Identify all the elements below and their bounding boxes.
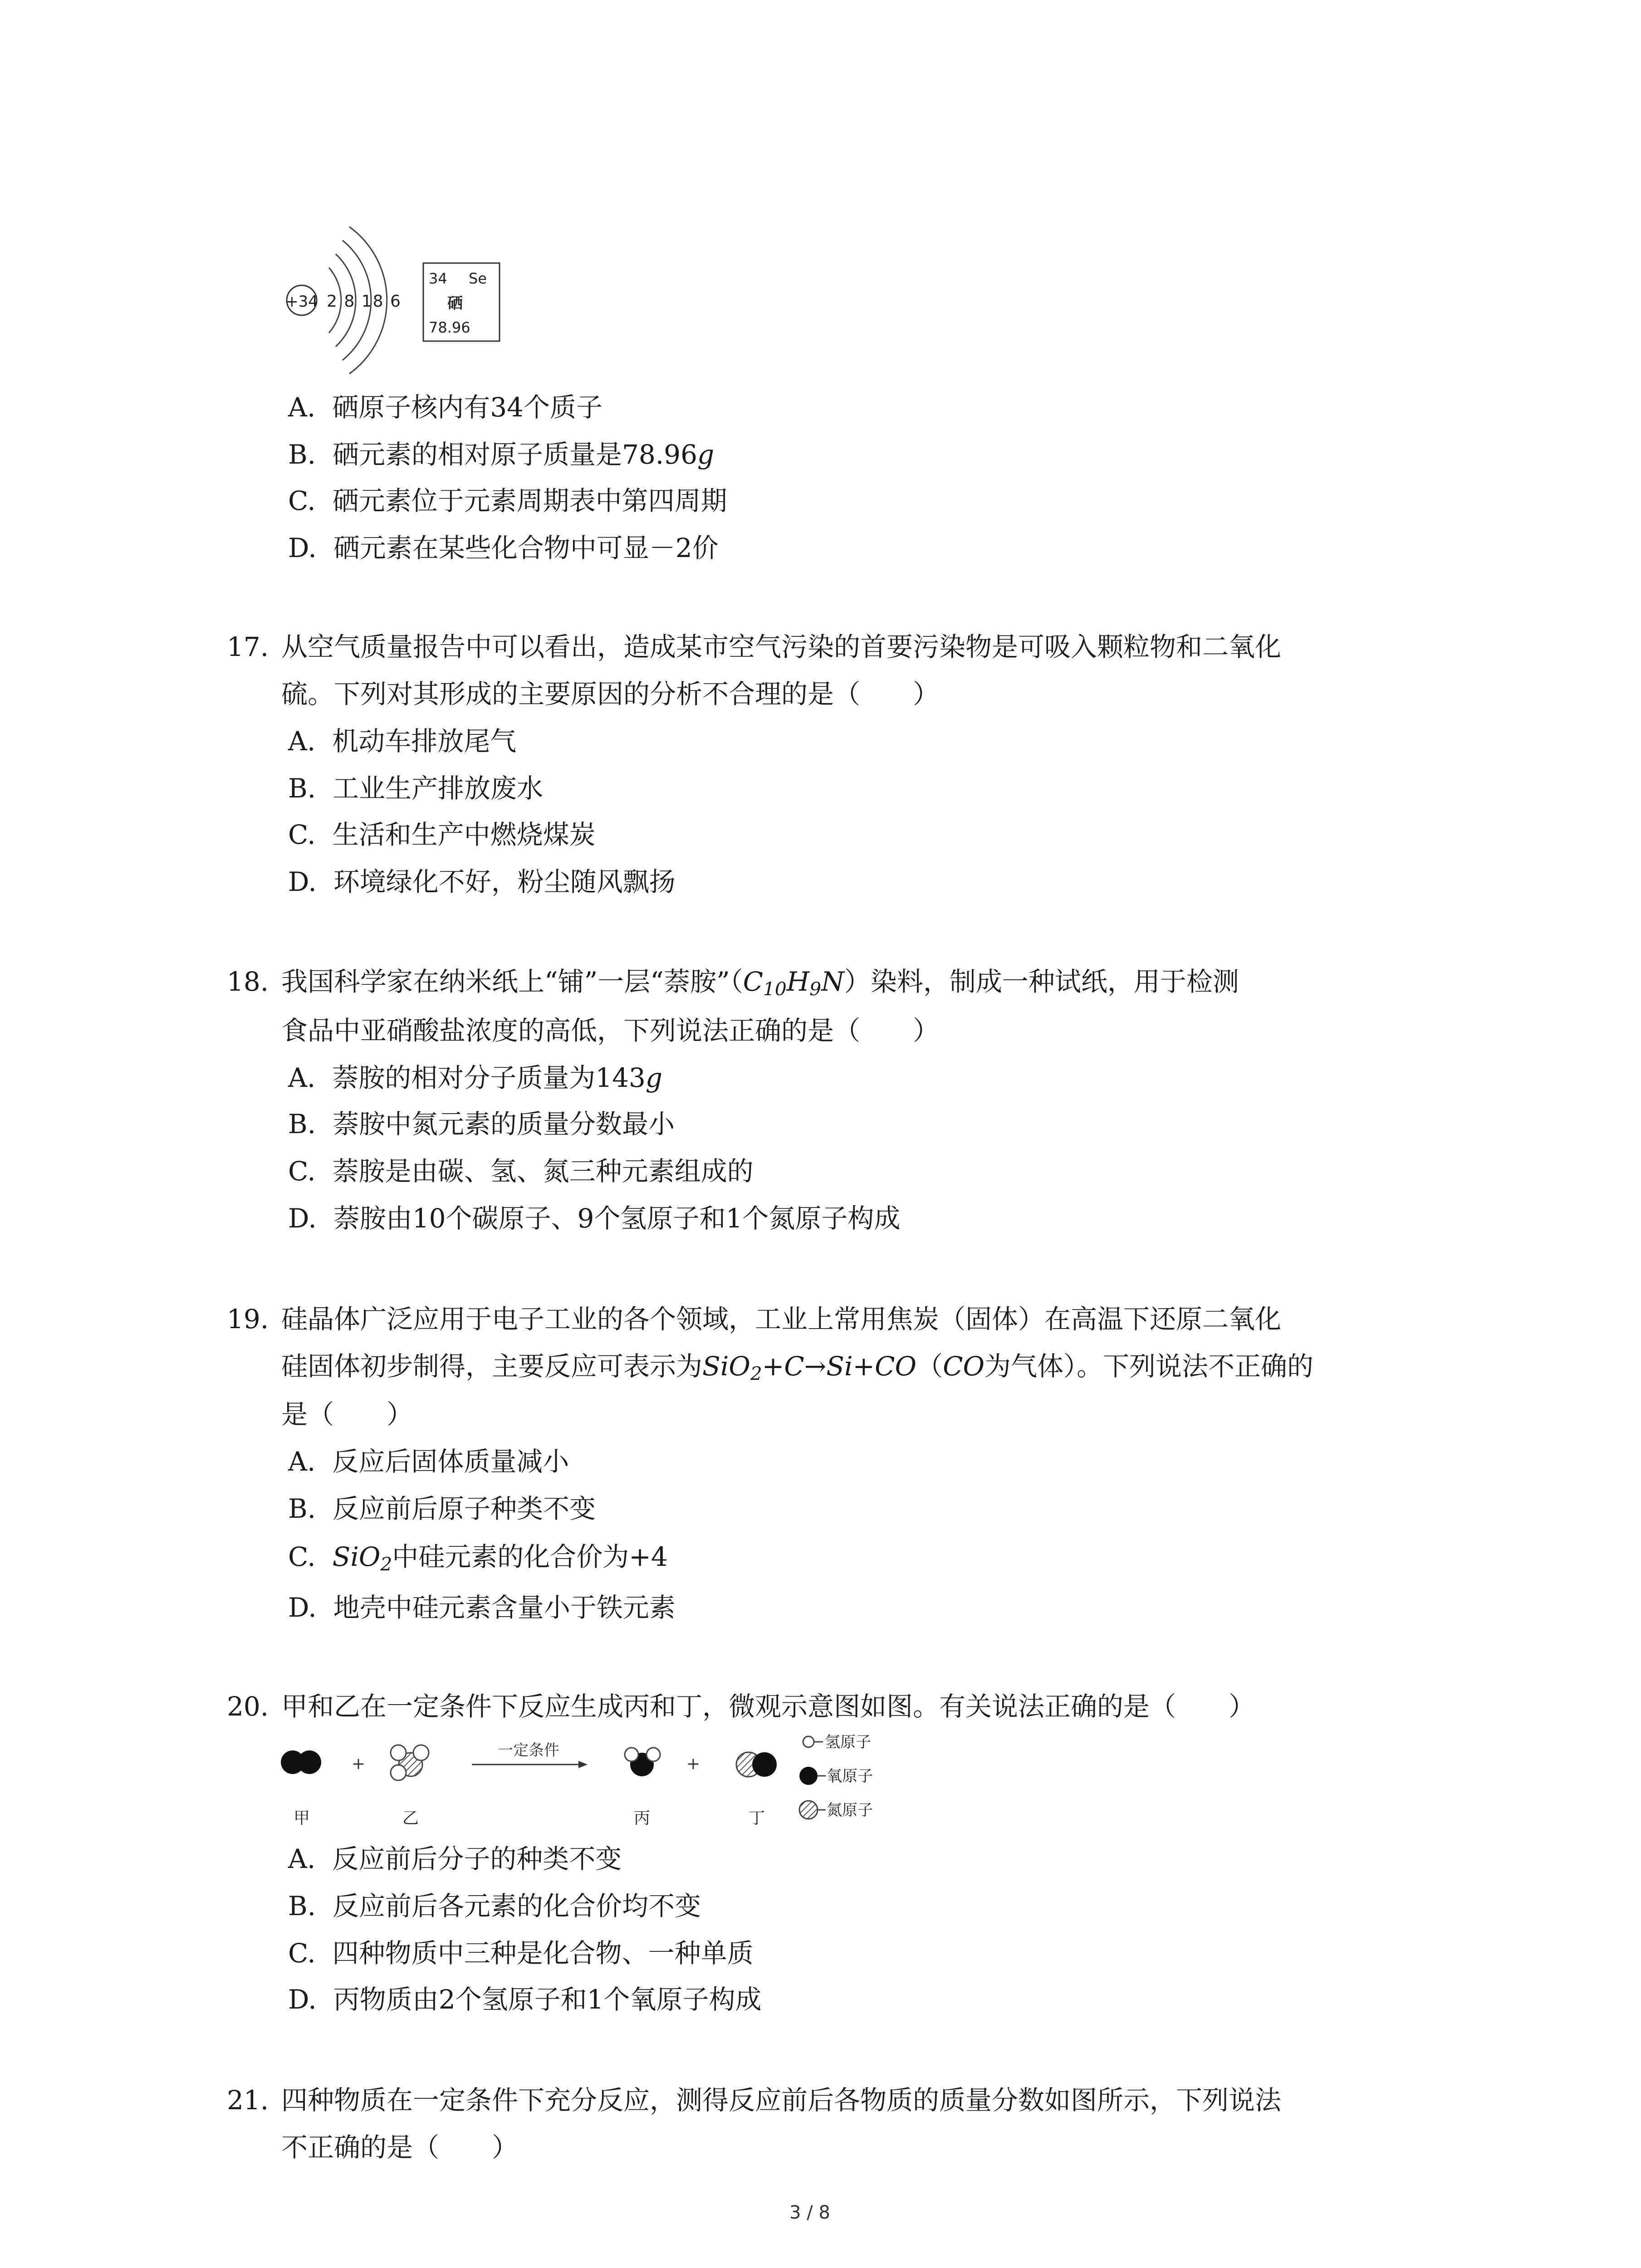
reaction-condition: 一定条件: [498, 1741, 559, 1760]
label-yi: 乙: [402, 1809, 419, 1828]
selenium-atom-structure-diagram: [279, 218, 515, 390]
q19-stem-line1: 硅晶体广泛应用于电子工业的各个领域，工业上常用焦炭（固体）在高温下还原二氧化: [281, 1304, 1282, 1334]
q17-option-a: A. 机动车排放尾气: [288, 726, 517, 757]
molecule-jia: [281, 1750, 321, 1774]
q19-option-c: C. SiO$_2$中硅元素的化合价为+4: [288, 1541, 668, 1575]
reaction-equation: SiO$_2$+C→Si+CO: [702, 1351, 917, 1385]
reaction-micro-diagram: [277, 1733, 912, 1842]
plus-sign-2: +: [686, 1755, 700, 1773]
plus-sign-1: +: [351, 1755, 366, 1773]
q21-stem-line2: 不正确的是（ ）: [281, 2132, 519, 2163]
q20-number: 20.: [227, 1691, 269, 1722]
element-tile: [423, 263, 500, 341]
q20-option-c: C. 四种物质中三种是化合物、一种单质: [288, 1938, 754, 1969]
legend-nitrogen: 氮原子: [827, 1801, 873, 1819]
q19-option-a: A. 反应后固体质量减小: [288, 1446, 569, 1477]
q18-stem-line2: 食品中亚硝酸盐浓度的高低，下列说法正确的是（ ）: [281, 1015, 940, 1046]
q17-number: 17.: [227, 631, 269, 662]
q18-option-d: D. 萘胺由10个碳原子、9个氢原子和1个氮原子构成: [288, 1203, 901, 1234]
molecule-bing: [625, 1748, 660, 1776]
q20-stem: 甲和乙在一定条件下反应生成丙和丁，微观示意图如图。有关说法正确的是（ ）: [281, 1691, 1255, 1722]
q17-stem-line1: 从空气质量报告中可以看出，造成某市空气污染的首要污染物是可吸入颗粒物和二氧化: [281, 631, 1282, 662]
page-number: 3 / 8: [789, 2202, 830, 2223]
q17-option-d: D. 环境绿化不好，粉尘随风飘扬: [288, 866, 676, 897]
q20-option-b: B. 反应前后各元素的化合价均不变: [288, 1891, 701, 1921]
label-ding: 丁: [748, 1809, 765, 1828]
tile-symbol: Se: [469, 270, 487, 287]
legend-hydrogen: 氢原子: [825, 1733, 871, 1751]
q21-number: 21.: [227, 2085, 269, 2116]
molecule-yi: [391, 1745, 429, 1780]
q20-option-d: D. 丙物质由2个氢原子和1个氧原子构成: [288, 1984, 762, 2015]
molecule-ding: [736, 1752, 777, 1777]
q16-option-c: C. 硒元素位于元素周期表中第四周期: [288, 485, 727, 516]
legend-oxygen: 氧原子: [827, 1767, 873, 1785]
q16-option-a: A. 硒原子核内有34个质子: [288, 392, 603, 423]
q18-option-b: B. 萘胺中氮元素的质量分数最小: [288, 1109, 675, 1139]
q18-option-a: A. 萘胺的相对分子质量为143g: [288, 1062, 663, 1093]
reaction-arrow: [472, 1741, 588, 1768]
q19-stem-line2: 硅固体初步制得，主要反应可表示为SiO$_2$+C→Si+CO（CO为气体）。下列说法不正确的: [281, 1351, 1314, 1385]
naphthylamine-formula: $C_{10}H_9N$: [743, 966, 844, 1000]
tile-name: 硒: [447, 294, 463, 313]
q16-option-b: B. 硒元素的相对原子质量是78.96g: [288, 439, 715, 470]
q18-stem-line1: 我国科学家在纳米纸上“铺”一层“萘胺$”(C_{10}H_9N)$染料，制成一种试纸，用于检测: [281, 966, 1239, 1000]
q19-number: 19.: [227, 1304, 269, 1334]
q18-number: 18.: [227, 966, 269, 997]
q19-option-b: B. 反应前后原子种类不变: [288, 1493, 596, 1524]
q17-option-c: C. 生活和生产中燃烧煤炭: [288, 819, 596, 850]
q17-option-b: B. 工业生产排放废水: [288, 773, 543, 804]
q19-stem-line3: 是（ ）: [281, 1399, 413, 1430]
q19-option-d: D. 地壳中硅元素含量小于铁元素: [288, 1592, 676, 1623]
q16-option-d: D. 硒元素在某些化合物中可显－2价: [288, 533, 719, 563]
atom-legend: [799, 1733, 873, 1819]
nucleus-charge: +34: [285, 293, 318, 311]
q21-stem-line1: 四种物质在一定条件下充分反应，测得反应前后各物质的质量分数如图所示，下列说法: [281, 2085, 1282, 2116]
q18-option-c: C. 萘胺是由碳、氢、氮三种元素组成的: [288, 1156, 754, 1187]
q17-stem-line2: 硫。下列对其形成的主要原因的分析不合理的是（ ）: [281, 679, 940, 709]
electron-shell-counts: 2 8 18 6: [327, 292, 402, 311]
tile-atomic-number: 34: [429, 270, 447, 287]
label-jia: 甲: [293, 1809, 310, 1828]
q20-option-a: A. 反应前后分子的种类不变: [288, 1843, 622, 1874]
label-bing: 丙: [633, 1809, 651, 1828]
tile-atomic-mass: 78.96: [429, 319, 470, 336]
